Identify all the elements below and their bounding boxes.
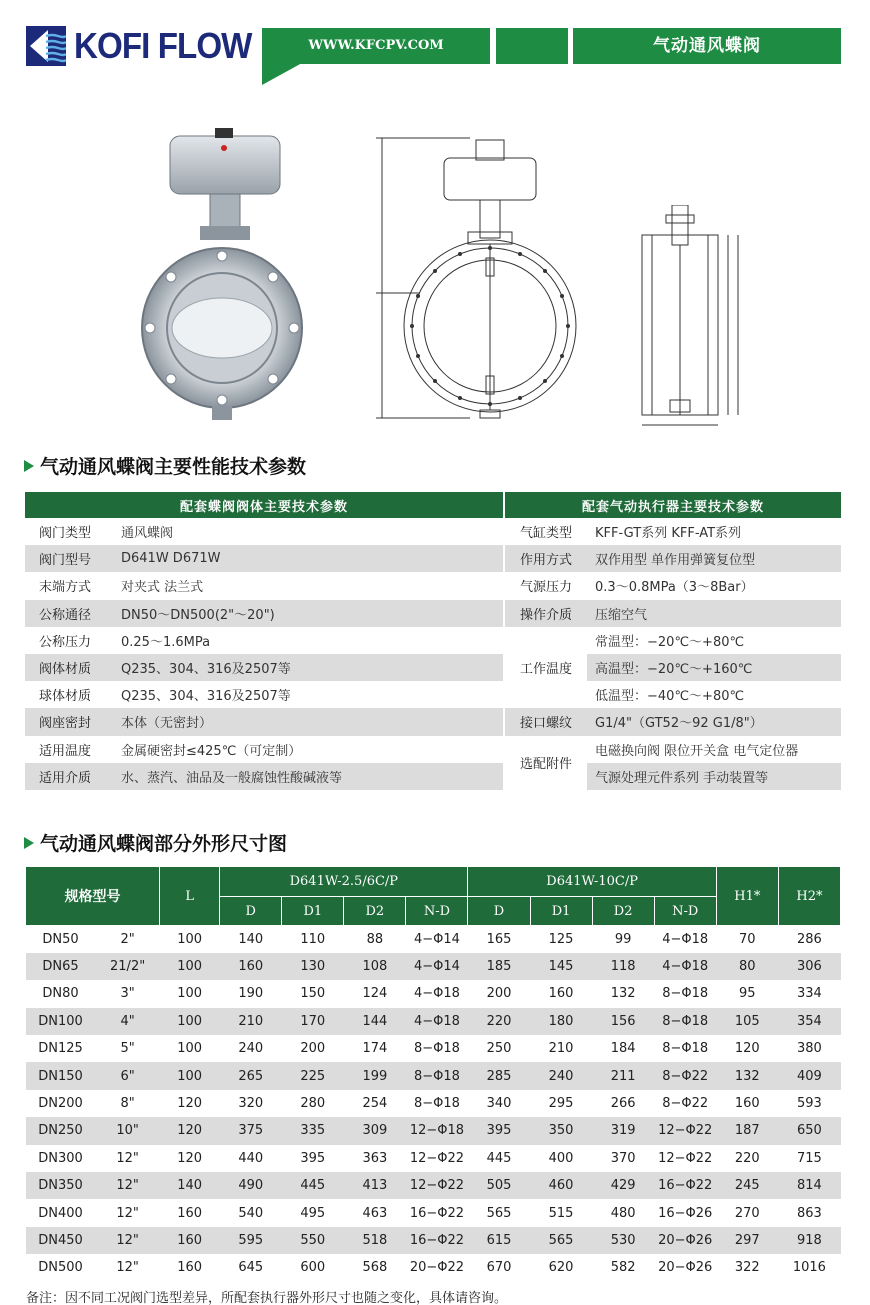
dims-section-title-text: 气动通风蝶阀部分外形尺寸图 (40, 833, 288, 855)
table-cell: 16−Φ22 (406, 1227, 468, 1254)
table-cell: 4−Φ18 (413, 986, 460, 1002)
spec-value: 对夹式 法兰式 (121, 580, 204, 596)
table-cell: 8−Φ18 (413, 1041, 460, 1057)
table-cell: 240 (238, 1041, 264, 1057)
spec-key: 适用温度 (39, 743, 92, 759)
table-cell: 100 (177, 1041, 203, 1057)
table-cell: 130 (282, 953, 344, 980)
table-cell: 593 (797, 1096, 822, 1112)
table-cell: 4−Φ18 (406, 1008, 468, 1035)
spec-value: G1/4"（GT52～92 G1/8"） (587, 708, 841, 735)
table-cell: 12" (116, 1150, 139, 1166)
brand-name: KOFI FLOW (74, 25, 252, 66)
spec-key: 适用介质 (25, 763, 113, 790)
table-cell: 265 (220, 1062, 282, 1089)
col-subheader: D1 (530, 897, 592, 926)
table-row (26, 926, 841, 953)
table-cell: 220 (734, 1150, 760, 1166)
col-subheader: D (468, 897, 530, 926)
table-cell: 505 (468, 1172, 530, 1199)
spec-table (25, 492, 841, 790)
table-cell: 645 (238, 1260, 264, 1276)
col-header-H1: H1* (716, 867, 778, 926)
table-cell: 460 (530, 1172, 592, 1199)
table-cell: 266 (610, 1096, 636, 1112)
table-cell: 297 (716, 1227, 778, 1254)
table-row (26, 1062, 841, 1089)
table-cell: 220 (468, 1008, 530, 1035)
table-cell: DN250 (26, 1117, 96, 1144)
table-cell: 814 (778, 1172, 840, 1199)
table-cell: 4" (96, 1008, 160, 1035)
footnote: 备注：因不同工况阀门选型差异，所配套执行器外形尺寸也随之变化，具体请咨询。 (26, 1291, 508, 1305)
table-cell: 132 (610, 986, 636, 1002)
table-cell: 120 (177, 1150, 203, 1166)
table-cell: 21/2" (96, 953, 160, 980)
table-cell: 413 (344, 1172, 406, 1199)
table-cell: 515 (548, 1205, 574, 1221)
table-cell: 16−Φ22 (654, 1172, 716, 1199)
table-cell: 20−Φ26 (658, 1260, 713, 1276)
table-cell: 286 (797, 931, 822, 947)
spec-value: 气源处理元件系列 手动装置等 (587, 763, 841, 790)
table-cell: 140 (160, 1172, 220, 1199)
table-cell: 4−Φ18 (662, 931, 709, 947)
spec-key: 公称压力 (39, 634, 92, 650)
table-cell: 211 (592, 1062, 654, 1089)
table-cell: 245 (716, 1172, 778, 1199)
table-cell: 2" (120, 931, 135, 947)
table-cell: 100 (160, 1008, 220, 1035)
table-cell: 540 (238, 1205, 264, 1221)
table-cell: 120 (734, 1041, 760, 1057)
spec-value: 高温型：−20℃～+160℃ (587, 654, 841, 681)
table-cell: 480 (610, 1205, 636, 1221)
table-cell: 200 (486, 986, 512, 1002)
dims-section-title (24, 829, 287, 856)
table-cell: 170 (282, 1008, 344, 1035)
table-cell: 490 (220, 1172, 282, 1199)
spec-value: 低温型：−40℃～+80℃ (595, 689, 745, 705)
spec-key: 阀体材质 (25, 654, 113, 681)
front-view-drawing (360, 128, 600, 428)
table-cell: 440 (238, 1150, 264, 1166)
table-cell: 99 (614, 931, 632, 947)
spec-value: 压缩空气 (587, 600, 841, 627)
table-row (26, 1172, 841, 1199)
table-row (26, 1254, 841, 1281)
col-header-L: L (160, 867, 220, 926)
table-cell: 10" (96, 1117, 160, 1144)
side-view-drawing (630, 205, 745, 430)
page-title: 气动通风蝶阀 (653, 36, 761, 56)
spec-key: 选配附件 (505, 736, 587, 790)
spec-key: 阀座密封 (25, 708, 113, 735)
specs-section-title-text: 气动通风蝶阀主要性能技术参数 (40, 456, 307, 478)
col-subheader: N-D (654, 897, 716, 926)
table-cell: 285 (468, 1062, 530, 1089)
valve-photo (140, 128, 305, 428)
table-cell: 565 (486, 1205, 512, 1221)
table-cell: 124 (362, 986, 388, 1002)
table-cell: 8−Φ18 (413, 1096, 460, 1112)
col-subheader: D (220, 897, 282, 926)
table-cell: 6" (96, 1062, 160, 1089)
table-cell: 156 (592, 1008, 654, 1035)
table-cell: 12−Φ22 (658, 1150, 713, 1166)
table-cell: 3" (120, 986, 135, 1002)
spec-value: 金属硬密封≤425℃（可定制） (121, 743, 302, 759)
spec-key: 阀门型号 (25, 545, 113, 572)
table-cell: 518 (344, 1227, 406, 1254)
col-header-spec: 规格型号 (26, 867, 160, 926)
table-cell: DN500 (38, 1260, 83, 1276)
table-cell: 715 (797, 1150, 822, 1166)
table-cell: DN80 (42, 986, 79, 1002)
table-cell: 280 (300, 1096, 326, 1112)
table-cell: 370 (610, 1150, 636, 1166)
kofi-logo-icon (26, 26, 66, 66)
table-cell: 12−Φ22 (654, 1117, 716, 1144)
table-cell: 240 (530, 1062, 592, 1089)
table-cell: DN150 (26, 1062, 96, 1089)
spec-value: 水、蒸汽、油品及一般腐蚀性酸碱液等 (113, 763, 503, 790)
table-cell: 70 (739, 931, 756, 947)
table-cell: 335 (282, 1117, 344, 1144)
table-cell: 463 (362, 1205, 388, 1221)
spec-key: 操作介质 (505, 600, 587, 627)
spec-value: KFF-GT系列 KFF-AT系列 (595, 526, 742, 542)
table-cell: 12−Φ22 (409, 1150, 465, 1166)
table-cell: 1016 (792, 1260, 826, 1276)
table-cell: 8−Φ18 (654, 1008, 716, 1035)
specs-section-title (24, 452, 306, 479)
table-cell: 120 (160, 1117, 220, 1144)
table-cell: 210 (220, 1008, 282, 1035)
table-cell: 160 (220, 953, 282, 980)
table-cell: 650 (778, 1117, 840, 1144)
table-row (26, 1227, 841, 1254)
table-cell: 309 (344, 1117, 406, 1144)
table-cell: 110 (300, 931, 326, 947)
table-cell: 200 (300, 1041, 326, 1057)
table-cell: 4−Φ14 (406, 953, 468, 980)
spec-value: 0.25～1.6MPa (121, 634, 211, 650)
table-cell: 350 (530, 1117, 592, 1144)
table-cell: 8−Φ22 (654, 1062, 716, 1089)
table-cell: 582 (610, 1260, 636, 1276)
table-cell: 120 (177, 1096, 203, 1112)
table-cell: 8−Φ18 (406, 1062, 468, 1089)
spec-value: Q235、304、316及2507等 (121, 689, 291, 705)
table-cell: 295 (548, 1096, 574, 1112)
table-cell: 254 (362, 1096, 388, 1112)
table-cell: 568 (362, 1260, 388, 1276)
bullet-triangle-icon (24, 460, 34, 472)
table-cell: 863 (797, 1205, 822, 1221)
table-cell: 20−Φ22 (409, 1260, 465, 1276)
table-cell: 165 (486, 931, 512, 947)
table-cell: 12" (96, 1227, 160, 1254)
table-cell: 395 (300, 1150, 326, 1166)
table-cell: 595 (220, 1227, 282, 1254)
table-cell: 495 (300, 1205, 326, 1221)
table-cell: 306 (778, 953, 840, 980)
table-row (26, 953, 841, 980)
table-cell: 334 (797, 986, 822, 1002)
table-cell: 100 (160, 1062, 220, 1089)
spec-value: 本体（无密封） (113, 708, 503, 735)
table-cell: 88 (366, 931, 384, 947)
spec-key: 气源压力 (505, 572, 587, 599)
spec-key: 阀门类型 (39, 526, 92, 542)
spec-key: 工作温度 (505, 627, 587, 709)
col-subheader: D2 (344, 897, 406, 926)
table-cell: 180 (530, 1008, 592, 1035)
col-subheader: D2 (592, 897, 654, 926)
table-cell: 340 (486, 1096, 512, 1112)
spec-key: 接口螺纹 (505, 708, 587, 735)
table-cell: 145 (530, 953, 592, 980)
table-cell: 144 (344, 1008, 406, 1035)
col-subheader: N-D (406, 897, 468, 926)
table-cell: 8−Φ22 (662, 1096, 709, 1112)
spec-value: 双作用型 单作用弹簧复位型 (587, 545, 841, 572)
table-cell: 118 (592, 953, 654, 980)
table-cell: 445 (486, 1150, 512, 1166)
table-cell: 445 (282, 1172, 344, 1199)
table-row (26, 1008, 841, 1035)
table-cell: 12" (116, 1205, 139, 1221)
table-cell: 354 (778, 1008, 840, 1035)
table-cell: 8" (120, 1096, 135, 1112)
col-header-H2: H2* (778, 867, 840, 926)
table-cell: 600 (300, 1260, 326, 1276)
table-cell: 160 (734, 1096, 760, 1112)
table-cell: 565 (530, 1227, 592, 1254)
table-cell: 12−Φ22 (406, 1172, 468, 1199)
table-row (26, 1199, 841, 1226)
spec-key: 作用方式 (505, 545, 587, 572)
table-cell: 250 (486, 1041, 512, 1057)
table-cell: 4−Φ18 (654, 953, 716, 980)
table-cell: DN400 (38, 1205, 83, 1221)
table-cell: 670 (486, 1260, 512, 1276)
table-cell: 16−Φ26 (658, 1205, 713, 1221)
table-cell: 160 (177, 1260, 203, 1276)
table-row (26, 1117, 841, 1144)
header-bar-tail (262, 63, 302, 85)
spec-value: DN50～DN500(2"～20") (113, 600, 503, 627)
spec-key: 球体材质 (39, 689, 92, 705)
dimension-table (25, 866, 841, 1282)
spec-key: 气缸类型 (505, 518, 587, 545)
table-cell: 12" (96, 1172, 160, 1199)
table-cell: DN65 (26, 953, 96, 980)
bullet-triangle-icon (24, 837, 34, 849)
table-cell: 550 (282, 1227, 344, 1254)
spec-right-header: 配套气动执行器主要技术参数 (505, 492, 841, 518)
header-bar-middle (496, 28, 568, 64)
table-cell: DN125 (38, 1041, 83, 1057)
table-cell: 8−Φ18 (662, 1041, 709, 1057)
table-cell: 270 (734, 1205, 760, 1221)
table-cell: 100 (160, 953, 220, 980)
table-cell: 5" (120, 1041, 135, 1057)
spec-value: Q235、304、316及2507等 (113, 654, 503, 681)
table-cell: 4−Φ14 (413, 931, 460, 947)
table-cell: 132 (716, 1062, 778, 1089)
table-cell: 210 (548, 1041, 574, 1057)
table-cell: 319 (592, 1117, 654, 1144)
table-cell: DN200 (38, 1096, 83, 1112)
table-cell: 174 (362, 1041, 388, 1057)
spec-value: D641W D671W (113, 545, 503, 572)
table-cell: 918 (778, 1227, 840, 1254)
table-cell: 322 (734, 1260, 760, 1276)
table-cell: 100 (177, 931, 203, 947)
table-cell: DN300 (38, 1150, 83, 1166)
table-cell: 184 (610, 1041, 636, 1057)
table-cell: 12−Φ18 (406, 1117, 468, 1144)
table-cell: 80 (716, 953, 778, 980)
spec-value: 0.3～0.8MPa（3～8Bar） (595, 580, 754, 596)
col-header-group-1: D641W-2.5/6C/P (220, 867, 468, 897)
table-cell: 185 (468, 953, 530, 980)
table-cell: 380 (797, 1041, 822, 1057)
table-cell: 363 (362, 1150, 388, 1166)
spec-key: 公称通径 (25, 600, 113, 627)
table-cell: 375 (220, 1117, 282, 1144)
table-cell: 199 (344, 1062, 406, 1089)
spec-value: 常温型：−20℃～+80℃ (595, 634, 745, 650)
table-cell: 615 (468, 1227, 530, 1254)
col-subheader: D1 (282, 897, 344, 926)
table-cell: 12" (116, 1260, 139, 1276)
table-cell: 150 (300, 986, 326, 1002)
brand-logo (26, 26, 267, 66)
table-cell: 105 (716, 1008, 778, 1035)
table-cell: 108 (344, 953, 406, 980)
table-cell: 160 (177, 1205, 203, 1221)
table-cell: 620 (548, 1260, 574, 1276)
col-header-group-2: D641W-10C/P (468, 867, 716, 897)
spec-value: 电磁换向阀 限位开关盒 电气定位器 (595, 743, 799, 759)
table-cell: 160 (160, 1227, 220, 1254)
table-cell: 160 (548, 986, 574, 1002)
table-cell: DN50 (42, 931, 79, 947)
spec-value: 通风蝶阀 (121, 526, 174, 542)
table-cell: 400 (548, 1150, 574, 1166)
table-cell: 140 (238, 931, 264, 947)
table-cell: 190 (238, 986, 264, 1002)
table-cell: DN450 (26, 1227, 96, 1254)
table-cell: 125 (548, 931, 574, 947)
table-cell: 187 (716, 1117, 778, 1144)
table-cell: 225 (282, 1062, 344, 1089)
table-row (26, 1035, 841, 1062)
spec-key: 末端方式 (39, 580, 92, 596)
table-cell: 395 (468, 1117, 530, 1144)
table-cell: 16−Φ22 (409, 1205, 465, 1221)
table-cell: 20−Φ26 (654, 1227, 716, 1254)
table-cell: DN350 (26, 1172, 96, 1199)
table-cell: 429 (592, 1172, 654, 1199)
website-url[interactable]: WWW.KFCPV.COM (308, 38, 444, 53)
table-row (26, 1145, 841, 1172)
table-cell: 530 (592, 1227, 654, 1254)
table-cell: 100 (177, 986, 203, 1002)
table-cell: 8−Φ18 (662, 986, 709, 1002)
table-row (26, 1090, 841, 1117)
table-cell: 320 (238, 1096, 264, 1112)
table-cell: 95 (739, 986, 756, 1002)
table-cell: 409 (778, 1062, 840, 1089)
table-cell: DN100 (26, 1008, 96, 1035)
spec-left-header: 配套蝶阀阀体主要技术参数 (25, 492, 503, 518)
table-row (26, 980, 841, 1007)
